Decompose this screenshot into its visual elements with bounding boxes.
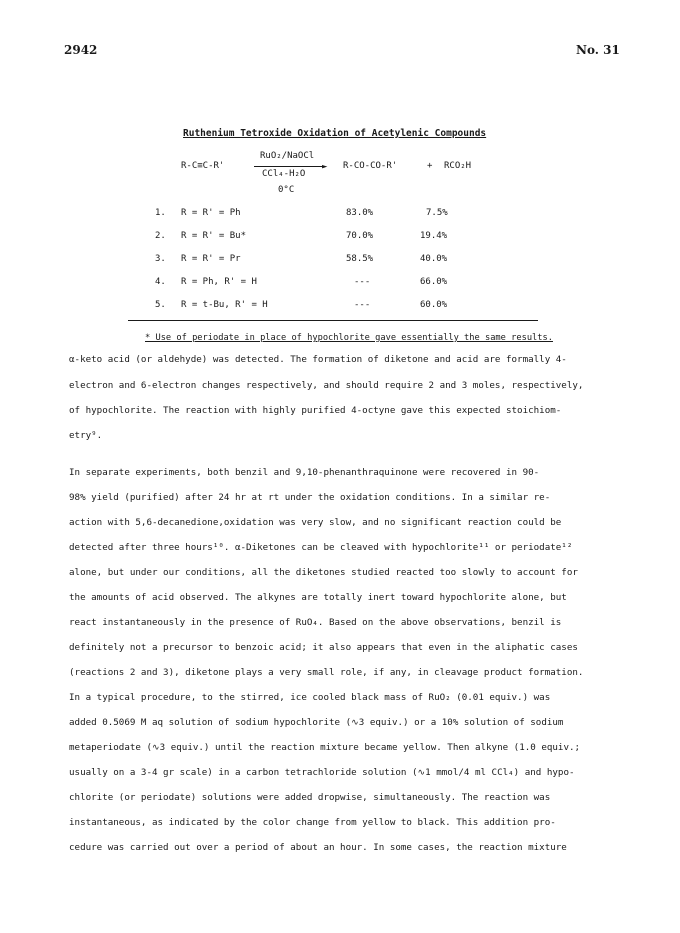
table-row (0, 231, 680, 245)
plus-sign: + (427, 161, 433, 171)
row-condition: R = Ph, R' = H (181, 277, 257, 287)
body-line: In a typical procedure, to the stirred, ice cooled black mass of RuO₂ (0.01 equiv.) was (69, 692, 551, 703)
body-line: etry⁹. (69, 430, 103, 441)
body-line: In separate experiments, both benzil and 9,10-phenanthraquinone were recovered in 90- (69, 467, 540, 478)
reaction-arrow (254, 166, 324, 167)
arrow-head-icon: ► (322, 162, 328, 172)
table-footnote: * Use of periodate in place of hypochlorite gave essentially the same results. (145, 333, 553, 343)
row-acid-yield: 60.0% (420, 300, 448, 310)
page-number: 2942 (64, 43, 98, 57)
body-line: definitely not a precursor to benzoic acid; it also appears that even in the aliphatic cases (69, 642, 578, 653)
body-line: α-keto acid (or aldehyde) was detected. The formation of diketone and acid are formally 4- (69, 354, 567, 365)
issue-number: No. 31 (576, 43, 620, 57)
row-condition: R = R' = Bu* (181, 231, 247, 241)
table-row (0, 277, 680, 291)
row-diketone-yield: 70.0% (346, 231, 374, 241)
row-acid-yield: 66.0% (420, 277, 448, 287)
row-number: 2. (155, 231, 166, 241)
body-line: 98% yield (purified) after 24 hr at rt under the oxidation conditions. In a similar re- (69, 492, 551, 503)
body-line: added 0.5069 M aq solution of sodium hypochlorite (∿3 equiv.) or a 10% solution of sodium (69, 717, 564, 728)
body-line: metaperiodate (∿3 equiv.) until the reaction mixture became yellow. Then alkyne (1.0 equiv.; (69, 742, 581, 753)
temperature: 0°C (278, 185, 295, 195)
body-line: detected after three hours¹⁰. α-Diketones can be cleaved with hypochlorite¹¹ or periodate¹² (69, 542, 573, 553)
product-acid: RCO₂H (444, 161, 472, 171)
row-condition: R = R' = Ph (181, 208, 241, 218)
reactant: R-C≡C-R' (181, 161, 225, 171)
table-title: Ruthenium Tetroxide Oxidation of Acetylenic Compounds (183, 128, 487, 139)
body-line: usually on a 3-4 gr scale) in a carbon tetrachloride solution (∿1 mmol/4 ml CCl₄) and hypo- (69, 767, 575, 778)
row-acid-yield: 7.5% (426, 208, 448, 218)
row-diketone-yield: 83.0% (346, 208, 374, 218)
row-number: 4. (155, 277, 166, 287)
row-condition: R = R' = Pr (181, 254, 241, 264)
row-number: 3. (155, 254, 166, 264)
table-row (0, 300, 680, 314)
row-diketone-yield: --- (354, 300, 371, 310)
product-diketone: R-CO-CO-R' (343, 161, 398, 171)
body-line: instantaneous, as indicated by the color change from yellow to black. This addition pro- (69, 817, 556, 828)
body-line: react instantaneously in the presence of RuO₄. Based on the above observations, benzil is (69, 617, 562, 628)
body-line: cedure was carried out over a period of about an hour. In some cases, the reaction mixture (69, 842, 567, 853)
row-number: 5. (155, 300, 166, 310)
body-line: the amounts of acid observed. The alkynes are totally inert toward hypochlorite alone, but (69, 592, 567, 603)
table-bottom-rule (128, 320, 538, 321)
row-acid-yield: 40.0% (420, 254, 448, 264)
row-number: 1. (155, 208, 166, 218)
body-line: of hypochlorite. The reaction with highly purified 4-octyne gave this expected stoichiom- (69, 405, 562, 416)
row-diketone-yield: --- (354, 277, 371, 287)
body-line: (reactions 2 and 3), diketone plays a very small role, if any, in cleavage product formation. (69, 667, 584, 678)
table-row (0, 254, 680, 268)
body-line: action with 5,6-decanedione,oxidation was very slow, and no significant reaction could be (69, 517, 562, 528)
row-diketone-yield: 58.5% (346, 254, 374, 264)
row-condition: R = t-Bu, R' = H (181, 300, 268, 310)
body-line: alone, but under our conditions, all the diketones studied reacted too slowly to account for (69, 567, 578, 578)
body-line: electron and 6-electron changes respectively, and should require 2 and 3 moles, respectively, (69, 380, 584, 391)
body-line: chlorite (or periodate) solutions were added dropwise, simultaneously. The reaction was (69, 792, 551, 803)
reagent-bottom: CCl₄-H₂O (262, 169, 306, 179)
table-row (0, 208, 680, 222)
row-acid-yield: 19.4% (420, 231, 448, 241)
reagent-top: RuO₂/NaOCl (260, 151, 315, 161)
